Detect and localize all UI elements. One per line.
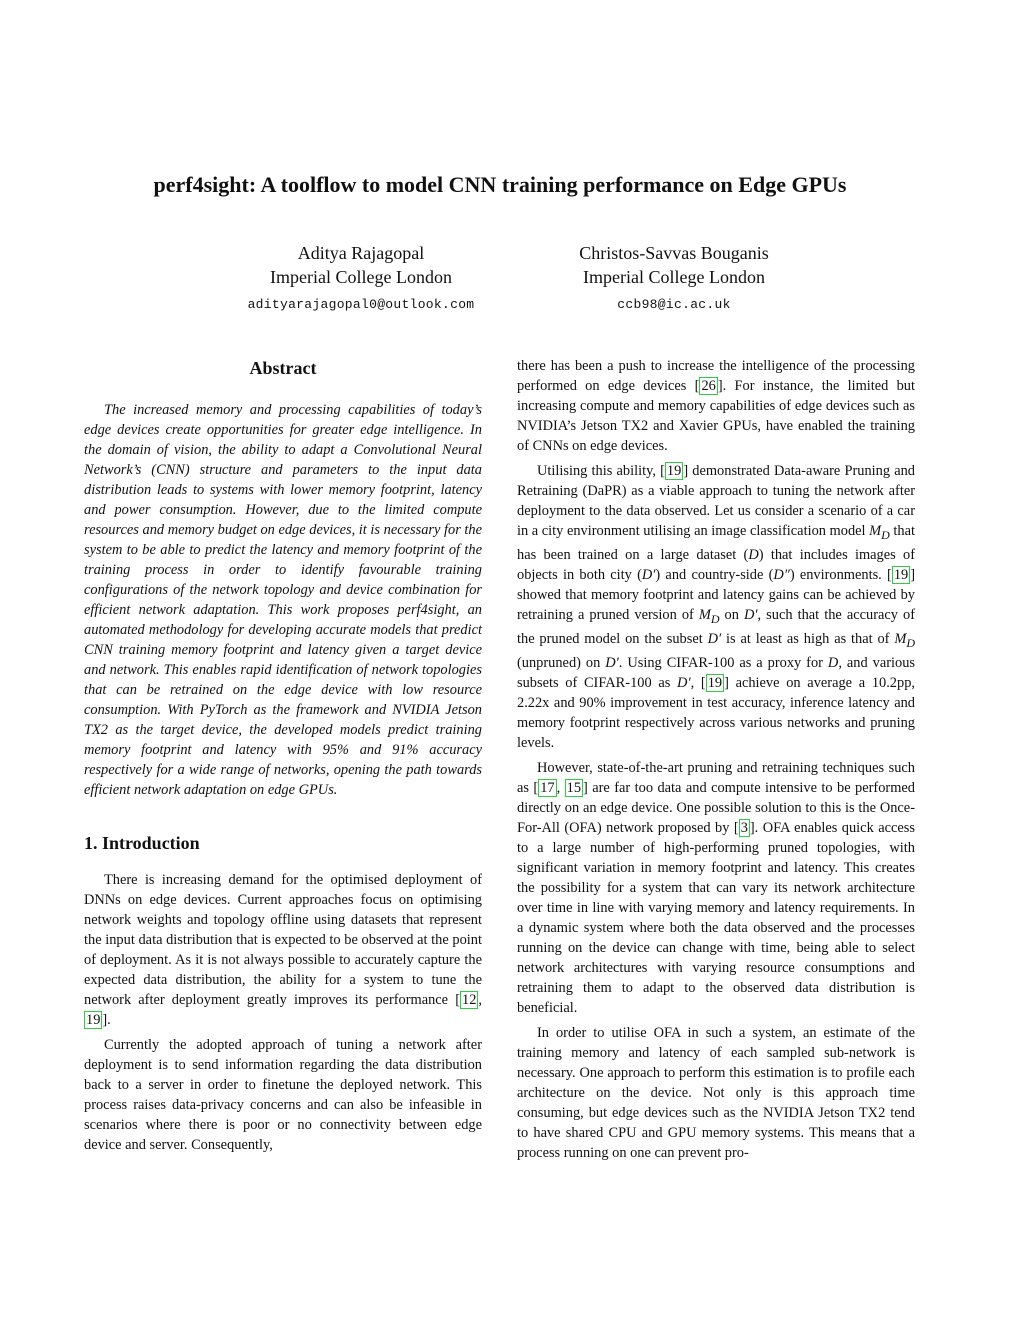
abstract-text: The increased memory and processing capabilities of today’s edge devices create opportunities for greater edge intelligence. In the domain of vision, the ability to adapt a Convolutional Neural Network’s (CNN) structure and parameters to the input data distribution leads to systems with lower memory footprint, latency and power consumption. However, due to the limited compute resources and memory budget on edge devices, it is necessary for the system to be able to predict the latency and memory footprint of the training process in order to identify favourable training configurations of the network topology and device combination for efficient network adaptation. This work proposes perf4sight, an automated methodology for developing accurate models that predict CNN training memory footprint and latency given a target device and network. This enables rapid identification of network topologies that can be retrained on the edge device with low resource consumption. With PyTorch as the framework and NVIDIA Jetson TX2 as the target device, the developed models predict training memory footprint and latency with 95% and 91% accuracy respectively for a wide range of networks, opening the path towards efficient network adaptation on edge GPUs.: [84, 402, 482, 798]
author-affiliation: Imperial College London: [270, 267, 452, 287]
paper-title: perf4sight: A toolflow to model CNN training performance on Edge GPUs: [153, 172, 847, 197]
left-column: [84, 356, 482, 1155]
paragraph: Currently the adopted approach of tuning a network after deployment is to send information regarding the data distribution back to a server in order to finetune the deployed network. This process raises data-privacy concerns and can also be infeasible in scenarios where there is poor or no connectivity between edge device and server. Consequently,: [84, 1037, 482, 1153]
math-symbol: $M_D$: [869, 523, 890, 542]
author-name: Christos-Savvas Bouganis: [579, 243, 769, 263]
math-symbol: $M_D$: [698, 606, 720, 626]
citation-link[interactable]: 19: [893, 566, 909, 583]
author-email[interactable]: ccb98@ic.ac.uk: [617, 297, 731, 312]
math-symbol: D′: [605, 654, 619, 671]
paragraph: However, state-of-the-art pruning and retraining techniques such as [ 17 , 15 ] are far too data and compute intensive to be performed directly on an edge device. One possible solution to this is the Once-For-All (OFA) network proposed by [ 3 ]. OFA enables quick access to a large number of high-performing pruned topologies, with significant variation in memory footprint and latency. This creates the possibility for a system that can vary its network architecture over time in line with varying memory and latency requirements. In a dynamic system where both the data observed and the processes running on the device can change with time, being able to select network architectures with varying resource consumptions and retraining them to adapt to the observed data distribution is beneficial.: [517, 759, 915, 1016]
citation-link[interactable]: 19: [707, 674, 723, 691]
math-symbol: D′: [707, 630, 722, 647]
citation-link[interactable]: 3: [740, 819, 748, 836]
citation-link[interactable]: 12: [462, 992, 477, 1008]
citation-link[interactable]: 17: [540, 779, 555, 796]
paragraph: There is increasing demand for the optimised deployment of DNNs on edge devices. Current approaches focus on optimising network weights and topology offline using datasets that represent the input data distribution that is expected to be observed at the point of deployment. As it is not always possible to accurately capture the expected data distribution, the ability for a system to tune the network after deployment greatly improves its performance [ 12 , 19 ].: [84, 872, 482, 1028]
math-symbol: D′: [744, 606, 758, 623]
citation-link[interactable]: 19: [666, 463, 682, 479]
author-email[interactable]: adityarajagopal0@outlook.com: [247, 297, 475, 312]
section-heading: 1. Introduction: [84, 833, 200, 853]
author-affiliation: Imperial College London: [583, 267, 765, 287]
paragraph: In order to utilise OFA in such a system, an estimate of the training memory and latency of each sampled sub-network is necessary. One approach to perform this estimation is to profile each architecture on the device. Not only is this approach time consuming, but edge devices such as the NVIDIA Jetson TX2 tend to have shared CPU and GPU memory systems. This means that a process running on one can prevent pro-: [517, 1024, 915, 1161]
abstract-heading: Abstract: [249, 358, 317, 378]
math-symbol: D: [748, 546, 759, 563]
citation-link[interactable]: 15: [566, 779, 582, 796]
math-symbol: D: [827, 654, 839, 671]
paragraph: there has been a push to increase the intelligence of the processing performed on edge devices [ 26 ]. For instance, the limited but increasing compute and memory capabilities of edge devices such as NVIDIA’s Jetson TX2 and Xavier GPUs, have enabled the training of CNNs on edge devices.: [517, 358, 916, 454]
right-column: [517, 356, 915, 1163]
math-symbol: D′: [641, 566, 656, 583]
math-symbol: $M_D$: [894, 630, 915, 650]
paragraph: Utilising this ability, [ 19 ] demonstrated Data-aware Pruning and Retraining (DaPR) as a viable approach to tuning the network after deployment to the data observed. Let us consider a scenario of a car in a city environment utilising an image classification model $M_D$ that has been trained on a large dataset (D) that includes images of objects in both city (D′) and country-side (D″) environments. [ 19 ] showed that memory footprint and latency gains can be achieved by retraining a pruned version of $M_D$ on D′, such that the accuracy of the pruned model on the subset D′ is at least as high as that of $M_D$ (unpruned) on D′. Using CIFAR-100 as a proxy for D, and various subsets of CIFAR-100 as D′, [ 19 ] achieve on average a 10.2pp, 2.22x and 90% improvement in test accuracy, inference latency and memory footprint respectively across various networks and pruning levels.: [517, 463, 916, 751]
author-block: [498, 241, 850, 317]
author-name: Aditya Rajagopal: [297, 243, 425, 263]
math-symbol: D′: [677, 674, 691, 691]
author-block: [185, 241, 537, 317]
citation-link[interactable]: 26: [701, 378, 716, 394]
citation-link[interactable]: 19: [86, 1012, 101, 1028]
math-symbol: D″: [773, 566, 790, 583]
